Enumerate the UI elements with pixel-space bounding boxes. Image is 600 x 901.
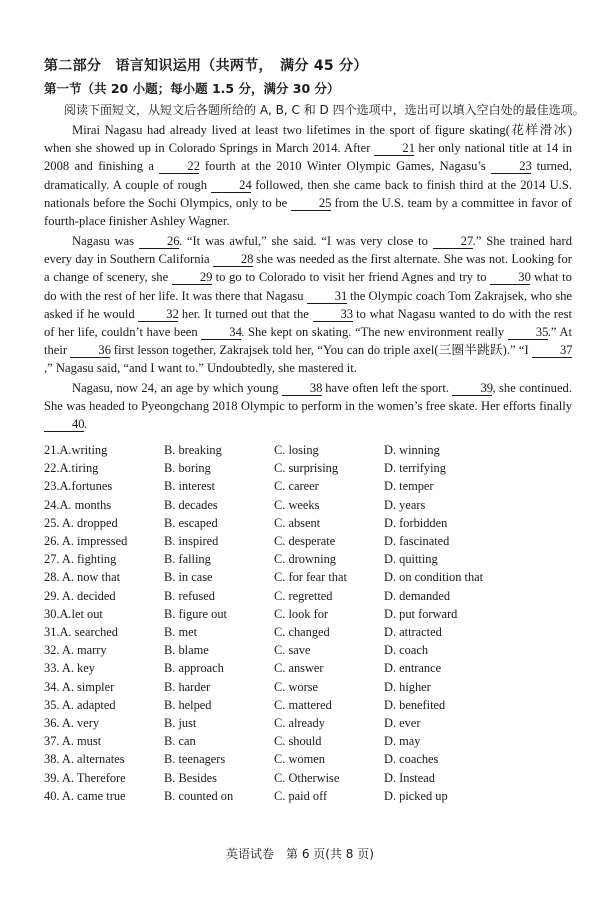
option-40-B: B. counted on — [164, 788, 234, 803]
option-27-D: D. quitting — [384, 552, 438, 567]
option-30-A: 30.A.let out — [44, 606, 103, 621]
option-21-D: D. winning — [384, 443, 440, 457]
option-36-B: B. just — [164, 716, 197, 730]
passage-text: her. It turned out that the — [178, 306, 313, 321]
option-37-C: C. should — [274, 734, 322, 749]
option-35-B: B. helped — [164, 697, 212, 712]
option-22-D: D. terrifying — [384, 461, 446, 476]
option-34-C: C. worse — [274, 679, 319, 694]
option-35-D: D. benefited — [384, 697, 446, 712]
passage-text: to what Nagasu wanted to do with the rest of her life, couldn’t have been — [44, 306, 572, 340]
option-34-D: D. higher — [384, 679, 431, 694]
passage-text: have often left the sport. — [321, 381, 453, 395]
option-23-D: D. temper — [384, 479, 434, 494]
blank-22: 22 — [159, 160, 199, 174]
option-31-D: D. attracted — [384, 625, 442, 639]
option-28-B: B. in case — [164, 570, 213, 585]
option-26-C: C. desperate — [274, 534, 336, 548]
option-21-B: B. breaking — [164, 443, 222, 457]
option-32-B: B. blame — [164, 643, 209, 658]
option-38-A: 38. A. alternates — [44, 752, 125, 767]
option-38-C: C. women — [274, 752, 325, 767]
blank-36: 36 — [70, 344, 110, 358]
option-39-C: C. Otherwise — [274, 770, 340, 785]
blank-26: 26 — [139, 235, 179, 249]
blank-40: 40 — [44, 418, 84, 432]
option-37-A: 37. A. must — [44, 734, 102, 749]
passage-text: . She kept on skating. “The new environment really — [241, 325, 508, 340]
blank-34: 34 — [201, 326, 241, 340]
option-28-A: 28. A. now that — [44, 570, 121, 585]
option-40-D: D. picked up — [384, 788, 448, 803]
option-30-B: B. figure out — [164, 606, 227, 621]
option-37-D: D. may — [384, 734, 421, 749]
option-32-D: D. coach — [384, 643, 429, 658]
blank-27: 27 — [433, 235, 473, 249]
option-23-B: B. interest — [164, 479, 215, 494]
blank-21: 21 — [374, 142, 414, 156]
option-31-C: C. changed — [274, 625, 330, 639]
passage-text: her only national title at 14 in 2008 and finishing a — [44, 141, 572, 174]
option-34-B: B. harder — [164, 679, 211, 694]
option-26-A: 26. A. impressed — [44, 534, 128, 548]
option-29-A: 29. A. decided — [44, 588, 116, 603]
option-29-C: C. regretted — [274, 588, 333, 603]
section-title: 第二部分 语言知识运用（共两节， 满分 45 分） — [44, 58, 368, 74]
passage-text: from the U.S. team by a committee in favor of fourth-place finisher Ashley Wagner. — [44, 195, 572, 229]
option-22-C: C. surprising — [274, 461, 339, 476]
passage-text: what to do with the rest of her life. It was there that Nagasu — [44, 270, 572, 303]
option-39-D: D. Instead — [384, 770, 435, 785]
option-26-B: B. inspired — [164, 534, 219, 548]
option-24-B: B. decades — [164, 497, 218, 512]
option-32-C: C. save — [274, 643, 311, 658]
passage-text: Mirai Nagasu had already lived at least two lifetimes in the sport of figure skating(花样滑冰) when she showed up in Colorado Springs in March 2014. After — [44, 123, 572, 156]
option-28-D: D. on condition that — [384, 570, 484, 585]
option-30-D: D. put forward — [384, 606, 458, 621]
option-21-C: C. losing — [274, 443, 319, 457]
option-30-C: C. look for — [274, 606, 329, 621]
blank-30: 30 — [490, 271, 530, 285]
option-39-B: B. Besides — [164, 770, 218, 785]
option-25-A: 25. A. dropped — [44, 515, 118, 530]
option-22-A: 22.A.tiring — [44, 461, 99, 476]
option-33-C: C. answer — [274, 661, 324, 676]
option-32-A: 32. A. marry — [44, 643, 107, 658]
blank-35: 35 — [508, 326, 548, 340]
passage-paragraph-1 — [44, 121, 572, 230]
option-35-A: 35. A. adapted — [44, 697, 116, 712]
option-24-A: 24.A. months — [44, 497, 112, 512]
blank-23: 23 — [491, 160, 531, 174]
passage-text: . “It was awful,” she said. “I was very close to — [178, 234, 433, 248]
option-39-A: 39. A. Therefore — [44, 770, 126, 785]
passage-text: , she continued. She was headed to Pyeongchang 2018 Olympic to perform in the women’s free skate. Her efforts finally — [44, 381, 572, 414]
option-27-C: C. drowning — [274, 552, 336, 567]
option-29-B: B. refused — [164, 588, 215, 603]
page-footer: 英语试卷 第 6 页(共 8 页) — [226, 847, 374, 861]
instruction-text: 阅读下面短文，从短文后各题所给的 A, B, C 和 D 四个选项中，选出可以填入空白处的最佳选项。 — [64, 103, 585, 117]
passage-text: .” At their — [44, 325, 572, 358]
option-27-A: 27. A. fighting — [44, 552, 117, 567]
blank-38: 38 — [282, 382, 322, 396]
option-33-D: D. entrance — [384, 661, 442, 676]
passage-text: to go to Colorado to visit her friend Agnes and try to — [211, 270, 491, 285]
passage-text: first lesson together, Zakrajsek told her, “You can do triple axel(三圈半跳跃).” “I — [110, 343, 532, 358]
option-34-A: 34. A. simpler — [44, 679, 115, 694]
passage-text: . — [84, 417, 88, 432]
option-36-D: D. ever — [384, 716, 421, 730]
passage-text: Nagasu, now 24, an age by which young — [72, 381, 282, 395]
option-26-D: D. fascinated — [384, 534, 450, 548]
option-21-A: 21.A.writing — [44, 443, 108, 457]
passage-text: ,” Nagasu said, “and I want to.” Undoubtedly, she mastered it. — [44, 361, 357, 376]
option-31-B: B. met — [164, 625, 198, 639]
blank-31: 31 — [307, 290, 347, 304]
passage-text: Nagasu was — [72, 234, 139, 248]
passage-text: followed, then she came back to finish third at the 2014 U.S. nationals before the Sochi Olympics, only to be — [44, 177, 572, 210]
passage-text: .” She trained hard every day in Southern California — [44, 234, 573, 267]
blank-29: 29 — [172, 271, 212, 285]
blank-32: 32 — [138, 308, 178, 322]
option-36-A: 36. A. very — [44, 716, 100, 730]
passage-paragraph-2 — [44, 232, 572, 378]
blank-33: 33 — [313, 308, 353, 322]
blank-25: 25 — [291, 197, 331, 211]
option-29-D: D. demanded — [384, 588, 451, 603]
option-23-C: C. career — [274, 479, 319, 494]
option-40-A: 40. A. came true — [44, 788, 126, 803]
passage-text: fourth at the 2010 Winter Olympic Games, Nagasu’s — [199, 159, 492, 174]
option-24-C: C. weeks — [274, 497, 320, 512]
subsection-title: 第一节（共 20 小题；每小题 1.5 分，满分 30 分） — [44, 81, 340, 96]
passage-paragraph-3 — [44, 379, 572, 434]
option-38-D: D. coaches — [384, 752, 439, 767]
passage-text: turned, dramatically. A couple of rough — [44, 159, 572, 192]
option-31-A: 31.A. searched — [44, 625, 118, 639]
option-35-C: C. mattered — [274, 697, 332, 712]
passage-text: the Olympic coach Tom Zakrajsek, who she asked if he would — [44, 288, 573, 321]
option-28-C: C. for fear that — [274, 570, 347, 585]
option-40-C: C. paid off — [274, 788, 328, 803]
option-27-B: B. falling — [164, 552, 211, 567]
option-33-A: 33. A. key — [44, 661, 95, 676]
option-25-C: C. absent — [274, 515, 321, 530]
passage-text: she was needed as the first alternate. She was not. Looking for a change of scenery, she — [44, 252, 572, 285]
blank-24: 24 — [211, 179, 251, 193]
blank-37: 37 — [532, 344, 572, 358]
blank-39: 39 — [452, 382, 492, 396]
option-22-B: B. boring — [164, 461, 211, 476]
blank-28: 28 — [213, 253, 253, 267]
option-23-A: 23.A.fortunes — [44, 479, 113, 494]
option-37-B: B. can — [164, 734, 196, 749]
option-25-B: B. escaped — [164, 515, 218, 530]
option-33-B: B. approach — [164, 661, 224, 676]
option-38-B: B. teenagers — [164, 752, 226, 767]
option-25-D: D. forbidden — [384, 515, 448, 530]
option-36-C: C. already — [274, 716, 325, 730]
option-24-D: D. years — [384, 497, 426, 512]
